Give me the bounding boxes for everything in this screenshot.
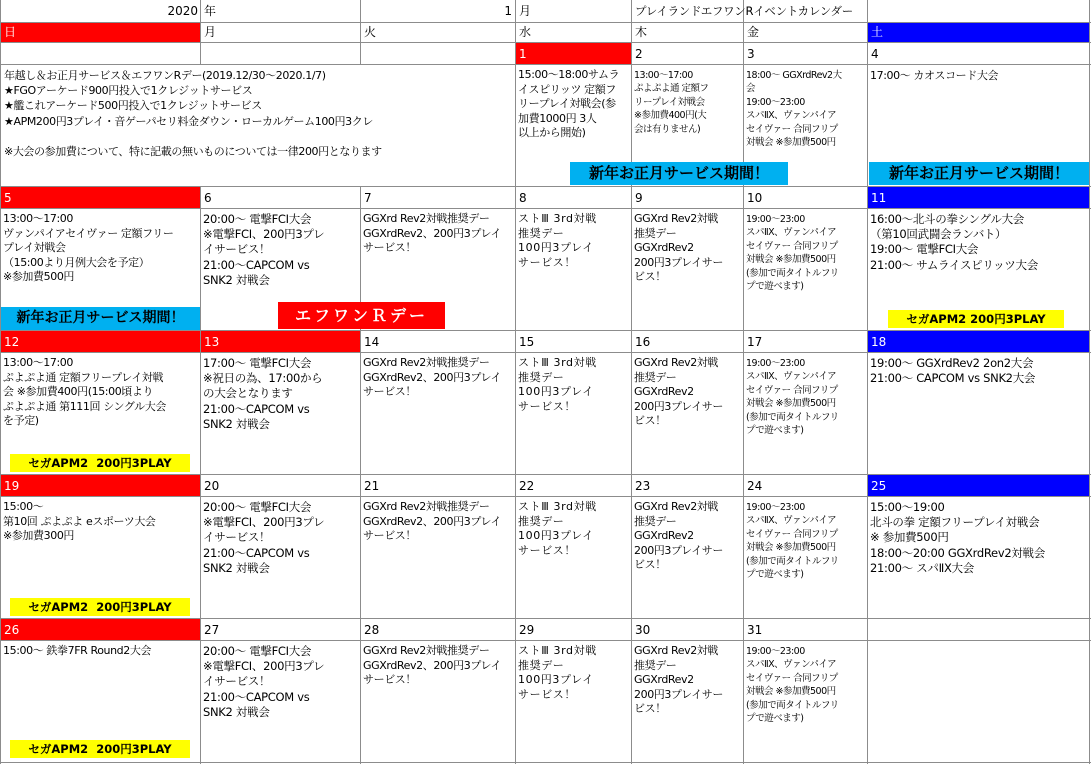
day-number: 1 [519,47,527,61]
grid-line [0,330,1091,331]
weekday-tue: 火 [364,25,377,39]
day-12-fill [1,331,201,353]
new-year-service-notice: 年越し＆お正月サービス＆エフワンRデー(2019.12/30〜2020.1/7) ★FGOアーケード900円投入で1クレジットサービス ★艦これアーケード500円投入で1クレジットサービス ★APM200円3プレイ・音ゲーパセリ料金ダウン・ローカルゲーム100円3クレ ※大会の参加費について、特に記載の無いものについては一律200円となります [4,69,382,158]
saturday-header-fill [868,23,1090,42]
weekday-sat: 土 [871,25,884,39]
day-number: 3 [747,47,755,61]
event-text: 20:00〜 電撃FCI大会 ※電撃FCI、200円3プレ イサービス！ 21:00〜CAPCOM vs SNK2 対戦会 [203,212,325,287]
day-18-fill [868,331,1090,353]
event-text: 16:00〜北斗の拳シングル大会 （第10回武闘会ランバト） 19:00〜 電撃FCI大会 21:00〜 サムライスピリッツ大会 [870,212,1038,272]
event-text: GGXrd Rev2対戦 推奨デー GGXrdRev2 200円3プレイサー ビス！ [634,644,724,716]
day-number: 2 [635,47,643,61]
day-number: 17 [747,335,763,349]
new-year-service-label: 新年お正月サービス期間！ [570,162,788,185]
grid-line [360,186,361,764]
event-text: GGXrd Rev2対戦推奨デー GGXrdRev2、200円3プレイ サービス！ [363,500,502,543]
grid-line [0,618,1091,619]
weekday-sun: 日 [4,25,17,39]
event-text: 13:00〜17:00 ヴァンパイアセイヴァー 定額フリー プレイ対戦会 （15:00より月例大会を予定） ※参加費500円 [3,212,174,284]
weekday-mon: 月 [204,25,217,39]
event-text: 19:00〜23:00 スパⅡX、ヴァンパイア セイヴァー 合同フリプ 対戦会 ※参加費500円 (参加で両タイトルフリ プで遊べます) [746,358,839,437]
day-11-fill [868,187,1090,209]
day-number: 19 [4,479,20,493]
new-year-service-label: 新年お正月サービス期間！ [869,162,1089,185]
sega-apm2-label: セガAPM2 200円3PLAY [10,598,190,616]
event-text: 15:00〜 鉄拳7FR Round2大会 [3,644,152,657]
year-value: 2020 [167,4,198,18]
day-number: 20 [204,479,220,493]
day-number: 24 [747,479,763,493]
event-text: ストⅢ 3rd対戦 推奨デー 100円3プレイ サービス！ [518,500,597,557]
day-number: 13 [204,335,220,349]
grid-line [0,640,1091,641]
day-number: 26 [4,623,20,637]
day-number: 25 [871,479,887,493]
grid-line [0,42,1091,43]
calendar-title: プレイランドエフワンRイベントカレンダー [635,4,853,18]
grid-line [867,0,868,764]
event-text: 19:00〜23:00 スパⅡX、ヴァンパイア セイヴァー 合同フリプ 対戦会 ※参加費500円 (参加で両タイトルフリ プで遊べます) [746,502,839,581]
grid-line [0,186,1091,187]
event-text: GGXrd Rev2対戦推奨デー GGXrdRev2、200円3プレイ サービス！ [363,644,502,687]
event-text: GGXrd Rev2対戦 推奨デー GGXrdRev2 200円3プレイサー ビス！ [634,356,724,428]
grid-line [631,0,632,764]
weekday-wed: 水 [519,25,532,39]
event-text: GGXrd Rev2対戦 推奨デー GGXrdRev2 200円3プレイサー ビス！ [634,500,724,572]
day-number: 6 [204,191,212,205]
day-number: 4 [871,47,879,61]
grid-line [0,496,1091,497]
day-number: 15 [519,335,535,349]
grid-line [360,0,361,65]
event-text: 17:00〜 電撃FCI大会 ※祝日の為、17:00から の大会となります 21:00〜CAPCOM vs SNK2 対戦会 [203,356,323,431]
day-5-fill [1,187,201,209]
day-1-fill [516,43,632,65]
grid-line [0,22,1091,23]
grid-line [515,0,516,764]
month-value: 1 [504,4,512,18]
day-number: 23 [635,479,651,493]
day-number: 31 [747,623,763,637]
day-number: 11 [871,191,887,205]
grid-line [0,352,1091,353]
event-text: 15:00〜 第10回 ぷよぷよ eスポーツ大会 ※参加費300円 [3,500,156,543]
event-text: ストⅢ 3rd対戦 推奨デー 100円3プレイ サービス！ [518,644,597,701]
day-number: 5 [4,191,12,205]
day-number: 29 [519,623,535,637]
day-number: 8 [519,191,527,205]
weekday-thu: 木 [635,25,648,39]
new-year-service-label: 新年お正月サービス期間！ [1,307,200,330]
day-25-fill [868,475,1090,497]
day-number: 21 [364,479,380,493]
event-text: 19:00〜23:00 スパⅡX、ヴァンパイア セイヴァー 合同フリプ 対戦会 ※参加費500円 (参加で両タイトルフリ プで遊べます) [746,646,839,725]
day-19-fill [1,475,201,497]
event-text: 13:00〜17:00 ぷよぷよ通 定額フ リープレイ対戦会 ※参加費400円(大 会は有りません) [634,70,709,135]
grid-line [0,64,1091,65]
month-unit: 月 [519,4,532,18]
event-text: ストⅢ 3rd対戦 推奨デー 100円3プレイ サービス！ [518,356,597,413]
grid-line [200,186,201,764]
grid-line [0,0,1,764]
event-text: 20:00〜 電撃FCI大会 ※電撃FCI、200円3プレ イサービス！ 21:00〜CAPCOM vs SNK2 対戦会 [203,644,325,719]
event-text: 17:00〜 カオスコード大会 [870,69,999,82]
event-text: 13:00〜17:00 ぷよぷよ通 定額フリープレイ対戦 会 ※参加費400円(15:00頃より ぷよぷよ通 第111回 シングル大会 を予定) [3,356,166,428]
event-text: GGXrd Rev2対戦 推奨デー GGXrdRev2 200円3プレイサー ビス！ [634,212,724,284]
event-text: 20:00〜 電撃FCI大会 ※電撃FCI、200円3プレ イサービス！ 21:00〜CAPCOM vs SNK2 対戦会 [203,500,325,575]
day-number: 9 [635,191,643,205]
grid-line [0,208,1091,209]
day-13-fill [201,331,361,353]
grid-line [743,0,744,764]
sega-apm2-label: セガAPM2 200円3PLAY [10,740,190,758]
grid-line [1089,0,1090,764]
f1r-day-label: エフワンＲデー [278,302,445,329]
event-text: 18:00〜 GGXrdRev2大 会 19:00〜23:00 スパⅡX、ヴァンパイア セイヴァー 合同フリプ 対戦会 ※参加費500円 [746,70,842,149]
event-text: 15:00〜18:00サムラ イスピリッツ 定額フ リープレイ対戦会(参 加費1000円 3人 以上から開始) [518,68,620,140]
grid-line [200,0,201,65]
day-26-fill [1,619,201,641]
year-unit: 年 [204,4,217,18]
grid-line [0,474,1091,475]
day-number: 7 [364,191,372,205]
day-number: 12 [4,335,20,349]
event-text: 19:00〜 GGXrdRev2 2on2大会 21:00〜 CAPCOM vs SNK2大会 [870,356,1036,386]
weekday-fri: 金 [747,25,760,39]
event-text: GGXrd Rev2対戦推奨デー GGXrdRev2、200円3プレイ サービス！ [363,212,502,255]
event-text: 19:00〜23:00 スパⅡX、ヴァンパイア セイヴァー 合同フリプ 対戦会 ※参加費500円 (参加で両タイトルフリ プで遊べます) [746,214,839,293]
grid-line [0,762,1091,763]
day-number: 28 [364,623,380,637]
day-number: 22 [519,479,535,493]
sunday-header-fill [1,23,201,42]
day-number: 27 [204,623,220,637]
day-number: 18 [871,335,887,349]
sega-apm2-label: セガAPM2 200円3PLAY [888,310,1064,328]
event-text: GGXrd Rev2対戦推奨デー GGXrdRev2、200円3プレイ サービス！ [363,356,502,399]
event-text: ストⅢ 3rd対戦 推奨デー 100円3プレイ サービス！ [518,212,597,269]
day-number: 14 [364,335,380,349]
day-number: 16 [635,335,651,349]
day-number: 10 [747,191,763,205]
event-text: 15:00〜19:00 北斗の拳 定額フリープレイ対戦会 ※ 参加費500円 18:00〜20:00 GGXrdRev2対戦会 21:00〜 スパⅡX大会 [870,500,1045,575]
day-number: 30 [635,623,651,637]
sega-apm2-label: セガAPM2 200円3PLAY [10,454,190,472]
